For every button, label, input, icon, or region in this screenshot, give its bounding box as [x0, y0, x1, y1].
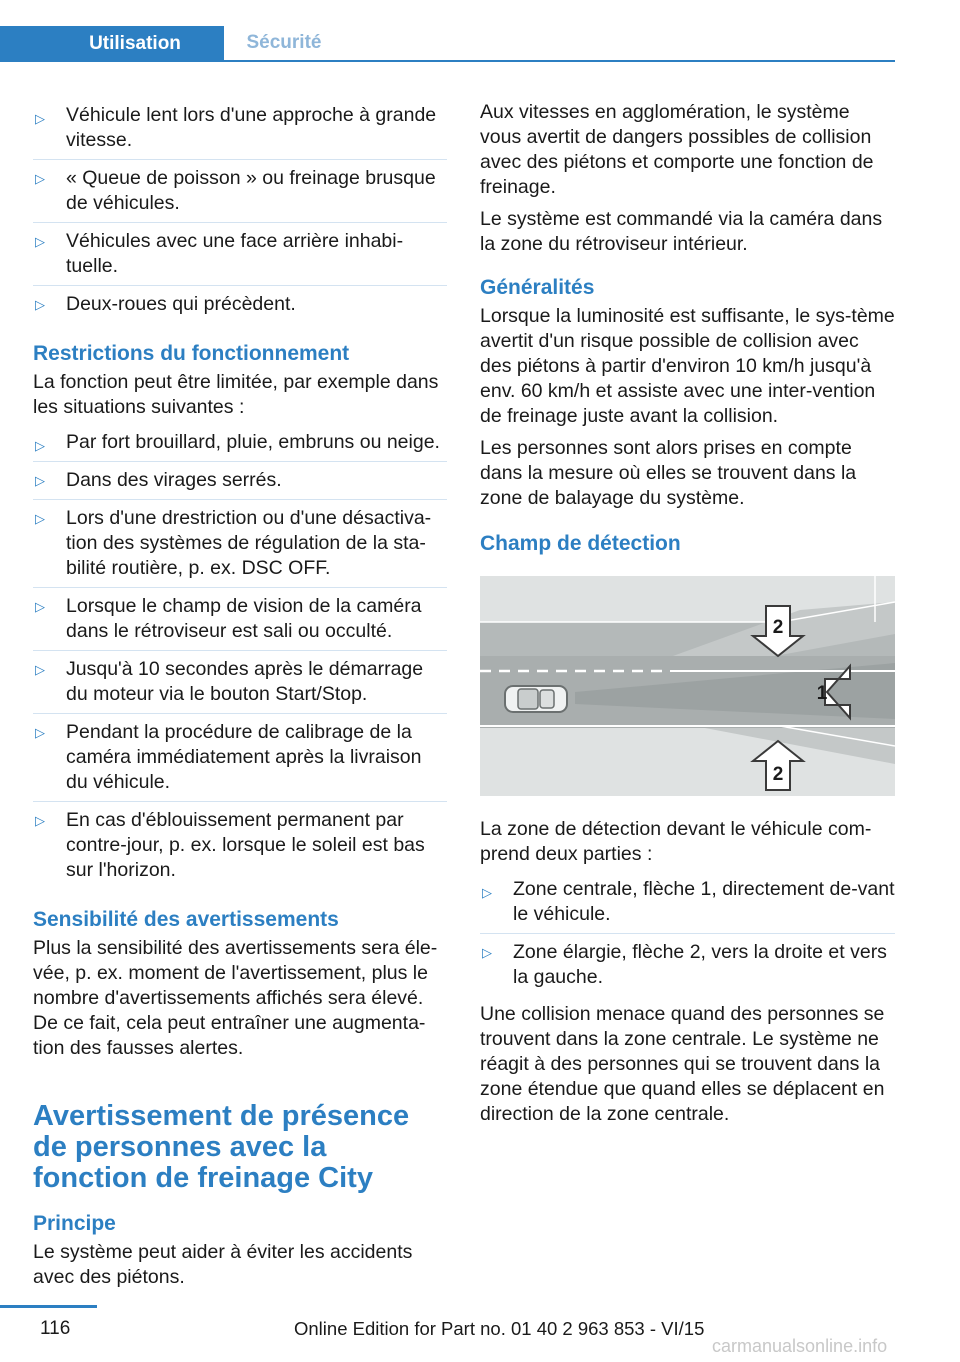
- list-item: [33, 500, 447, 588]
- list-item-text: Par fort brouillard, pluie, embruns ou neige.: [66, 431, 440, 453]
- restrictions-heading: Restrictions du fonctionnement: [33, 342, 350, 365]
- triangle-bullet-icon: ▷: [35, 725, 45, 740]
- list-item: [33, 286, 447, 323]
- triangle-bullet-icon: ▷: [35, 473, 45, 488]
- triangle-bullet-icon: ▷: [35, 111, 45, 126]
- arrow-label: 1: [816, 683, 828, 704]
- restrictions-list: [33, 427, 447, 889]
- triangle-bullet-icon: ▷: [482, 945, 492, 960]
- zone-list: [480, 874, 895, 996]
- sensibility-text: Plus la sensibilité des avertissements sera éle-vée, p. ex. moment de l'avertissement, plus le nombre d'avertissements affichés sera élevé. De ce fait, cela peut entraîner une augmenta-tion des fausses alertes.: [33, 937, 438, 1059]
- tab-securite[interactable]: Sécurité: [246, 32, 322, 53]
- tabbar-rule: [0, 60, 895, 62]
- list-item-text: Dans des virages serrés.: [66, 469, 282, 491]
- car-windshield: [540, 690, 554, 708]
- watermark: carmanualsonline.info: [712, 1336, 888, 1356]
- list-item: [33, 651, 447, 714]
- triangle-bullet-icon: ▷: [35, 171, 45, 186]
- tab-utilisation[interactable]: Utilisation: [0, 26, 224, 62]
- triangle-bullet-icon: ▷: [35, 599, 45, 614]
- list-item: [480, 874, 895, 934]
- list-item: [33, 100, 447, 160]
- situation-list: [33, 100, 447, 323]
- list-item-text: Lorsque le champ de vision de la caméra dans le rétroviseur est sali ou occulté.: [66, 595, 422, 642]
- list-item: [480, 934, 895, 996]
- left-column: [33, 100, 447, 1297]
- principe-heading: Principe: [33, 1212, 116, 1235]
- triangle-bullet-icon: ▷: [35, 297, 45, 312]
- page-number: 116: [40, 1318, 71, 1339]
- list-item-text: Pendant la procédure de calibrage de la caméra immédiatement après la livraison du véhicule.: [66, 721, 422, 793]
- edition-note: Online Edition for Part no. 01 40 2 963 853 - VI/15: [294, 1318, 705, 1339]
- list-item-text: Véhicule lent lors d'une approche à grande vitesse.: [66, 104, 437, 151]
- list-item: [33, 160, 447, 223]
- list-item: [33, 427, 447, 462]
- closing-paragraph: Une collision menace quand des personnes se trouvent dans la zone centrale. Le système ne réagit à des personnes qui se trouvent dans la zone étendue que quand elles se déplacent en direction de la zone centrale.: [480, 1003, 885, 1125]
- list-item-text: Deux-roues qui précèdent.: [66, 293, 296, 315]
- general-heading: Généralités: [480, 276, 595, 299]
- sensibility-heading: Sensibilité des avertissements: [33, 908, 339, 931]
- detection-field-figure: [480, 576, 895, 796]
- triangle-bullet-icon: ▷: [35, 511, 45, 526]
- intro-paragraph: Aux vitesses en agglomération, le système vous avertit de dangers possibles de collision avec des piétons et comporte une fonction de freinage.: [480, 101, 874, 198]
- footer-rule: [0, 1305, 97, 1308]
- zone-intro: La zone de détection devant le véhicule com-prend deux parties :: [480, 818, 872, 865]
- list-item-text: « Queue de poisson » ou freinage brusque de véhicules.: [66, 167, 436, 214]
- triangle-bullet-icon: ▷: [482, 885, 492, 900]
- champ-heading: Champ de détection: [480, 532, 681, 555]
- list-item-text: Lors d'une drestriction ou d'une désactiva-tion des systèmes de régulation de la sta-bilité routière, p. ex. DSC OFF.: [66, 507, 432, 579]
- list-item: [33, 588, 447, 651]
- car-roof: [518, 689, 538, 709]
- list-item-text: En cas d'éblouissement permanent par contre-jour, p. ex. lorsque le soleil est bas sur l'horizon.: [66, 809, 425, 881]
- list-item-text: Zone élargie, flèche 2, vers la droite et vers la gauche.: [513, 941, 887, 988]
- triangle-bullet-icon: ▷: [35, 662, 45, 677]
- list-item: [33, 802, 447, 889]
- arrow-label: 2: [772, 617, 784, 638]
- triangle-bullet-icon: ▷: [35, 438, 45, 453]
- chapter-tabbar: [0, 26, 895, 62]
- triangle-bullet-icon: ▷: [35, 813, 45, 828]
- list-item: [33, 462, 447, 500]
- list-item-text: Jusqu'à 10 secondes après le démarrage du moteur via le bouton Start/Stop.: [66, 658, 424, 705]
- list-item-text: Zone centrale, flèche 1, directement de-vant le véhicule.: [513, 878, 895, 925]
- arrow-label: 2: [772, 764, 784, 785]
- section-heading: Avertissement de présence de personnes avec la fonction de freinage City: [33, 1100, 410, 1194]
- triangle-bullet-icon: ▷: [35, 234, 45, 249]
- camera-paragraph: Le système est commandé via la caméra dans la zone du rétroviseur intérieur.: [480, 208, 883, 255]
- right-column: [480, 100, 895, 1134]
- restrictions-intro: La fonction peut être limitée, par exemple dans les situations suivantes :: [33, 371, 439, 418]
- general-text-2: Les personnes sont alors prises en compte dans la mesure où elles se trouvent dans la zone de balayage du système.: [480, 437, 857, 509]
- principe-text: Le système peut aider à éviter les accidents avec des piétons.: [33, 1241, 413, 1288]
- list-item: [33, 714, 447, 802]
- car-icon: [505, 686, 567, 712]
- list-item: [33, 223, 447, 286]
- list-item-text: Véhicules avec une face arrière inhabi-tuelle.: [66, 230, 404, 277]
- general-text: Lorsque la luminosité est suffisante, le sys-tème avertit d'un risque possible de collision avec des piétons à partir d'environ 10 km/h jusqu'à env. 60 km/h et assiste avec une inter-vention de freinage juste avant la collision.: [480, 305, 895, 427]
